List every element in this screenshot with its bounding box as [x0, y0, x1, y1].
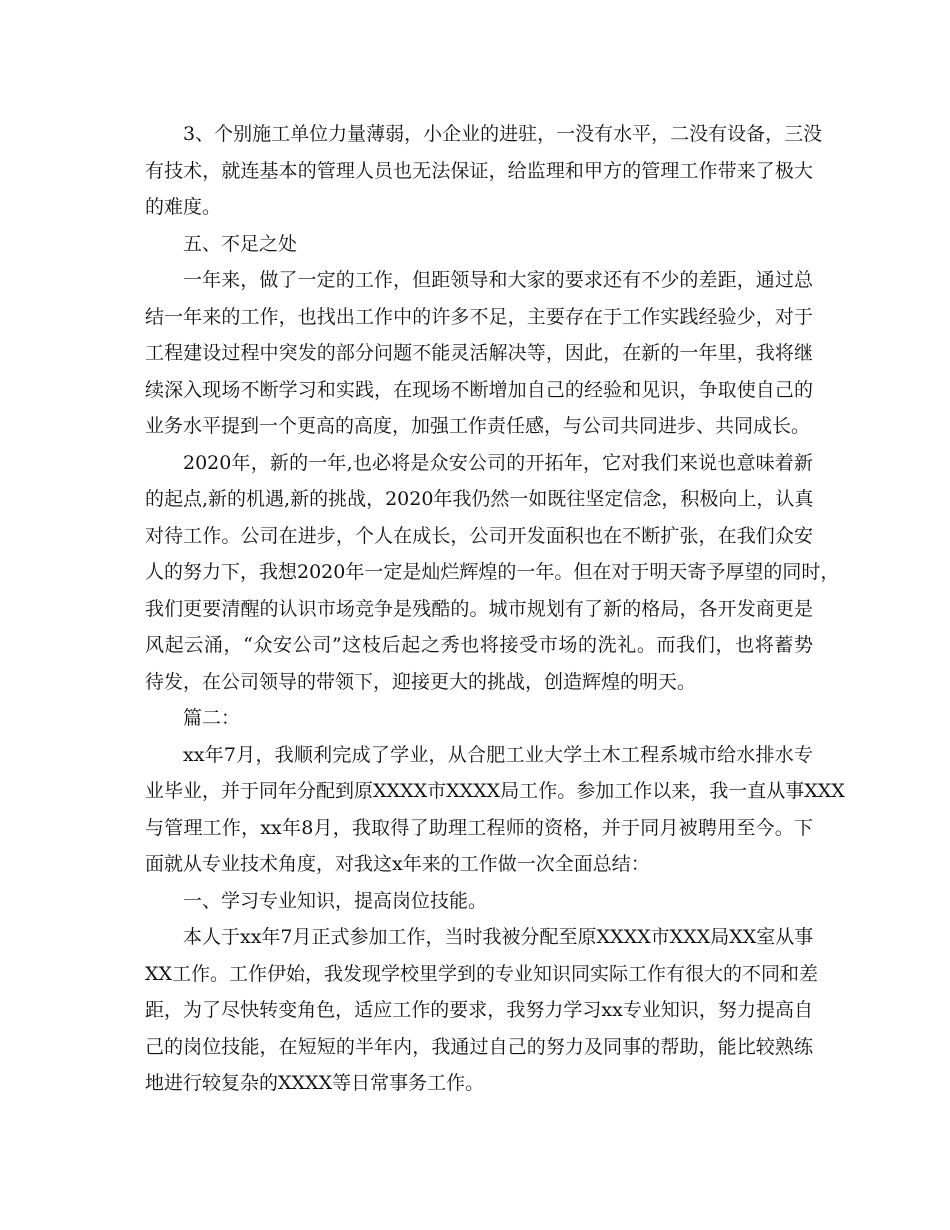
text-line: 结一年来的工作，也找出工作中的许多不足，主要存在于工作实践经验少，对于 — [145, 305, 813, 328]
text-line: 距，为了尽快转变角色，适应工作的要求，我努力学习xx专业知识，努力提高自 — [145, 999, 813, 1021]
document-page — [145, 116, 845, 1102]
text-line: 地进行较复杂的XXXX等日常事务工作。 — [145, 1072, 485, 1094]
text-line: 五、不足之处 — [183, 232, 298, 255]
text-line: 面就从专业技术角度，对我这x年来的工作做一次全面总结： — [145, 853, 650, 875]
text-line: 待发，在公司领导的带领下，迎接更大的挑战，创造辉煌的明天。 — [145, 670, 697, 693]
text-line: xx年7月，我顺利完成了学业，从合肥工业大学土木工程系城市给水排水专 — [183, 743, 813, 766]
text-line: 续深入现场不断学习和实践，在现场不断增加自己的经验和见识，争取使自己的 — [145, 378, 813, 401]
text-line: 人的努力下，我想2020年一定是灿烂辉煌的一年。但在对于明天寄予厚望的同时， — [145, 561, 840, 583]
text-line: 3、个别施工单位力量薄弱，小企业的进驻，一没有水平，二没有设备，三没 — [183, 123, 823, 145]
text-line: 的难度。 — [145, 196, 222, 218]
text-line: 的起点,新的机遇,新的挑战，2020年我仍然一如既往坚定信念，积极向上，认真 — [145, 488, 814, 510]
text-line: 业毕业，并于同年分配到原XXXX市XXXX局工作。参加工作以来，我一直从事XXX — [145, 780, 845, 802]
text-line: 2020年，新的一年,也必将是众安公司的开拓年，它对我们来说也意味着新 — [183, 451, 813, 474]
text-line: 一、学习专业知识，提高岗位技能。 — [183, 889, 488, 912]
text-line: 篇二： — [183, 707, 241, 729]
text-line: 己的岗位技能，在短短的半年内，我通过自己的努力及同事的帮助，能比较熟练 — [145, 1035, 813, 1058]
text-line: 工程建设过程中突发的部分问题不能灵活解决等，因此，在新的一年里，我将继 — [145, 342, 813, 364]
text-line: 对待工作。公司在进步，个人在成长，公司开发面积也在不断扩张，在我们众安 — [145, 524, 813, 547]
text-line: XX工作。工作伊始，我发现学校里学到的专业知识同实际工作有很大的不同和差 — [145, 962, 819, 985]
text-line: 风起云涌，“众安公司”这枝后起之秀也将接受市场的洗礼。而我们，也将蓄势 — [145, 634, 813, 656]
text-line: 业务水平提到一个更高的高度，加强工作责任感，与公司共同进步、共同成长。 — [145, 415, 811, 437]
text-line: 我们更要清醒的认识市场竞争是残酷的。城市规划有了新的格局，各开发商更是 — [145, 597, 813, 620]
text-line: 一年来，做了一定的工作，但距领导和大家的要求还有不少的差距，通过总 — [183, 269, 813, 291]
text-line: 本人于xx年7月正式参加工作，当时我被分配至原XXXX市XXX局XX室从事 — [183, 926, 814, 948]
text-line: 与管理工作，xx年8月，我取得了助理工程师的资格，并于同月被聘用至今。下 — [145, 816, 813, 839]
text-line: 有技术，就连基本的管理人员也无法保证，给监理和甲方的管理工作带来了极大 — [145, 159, 813, 182]
